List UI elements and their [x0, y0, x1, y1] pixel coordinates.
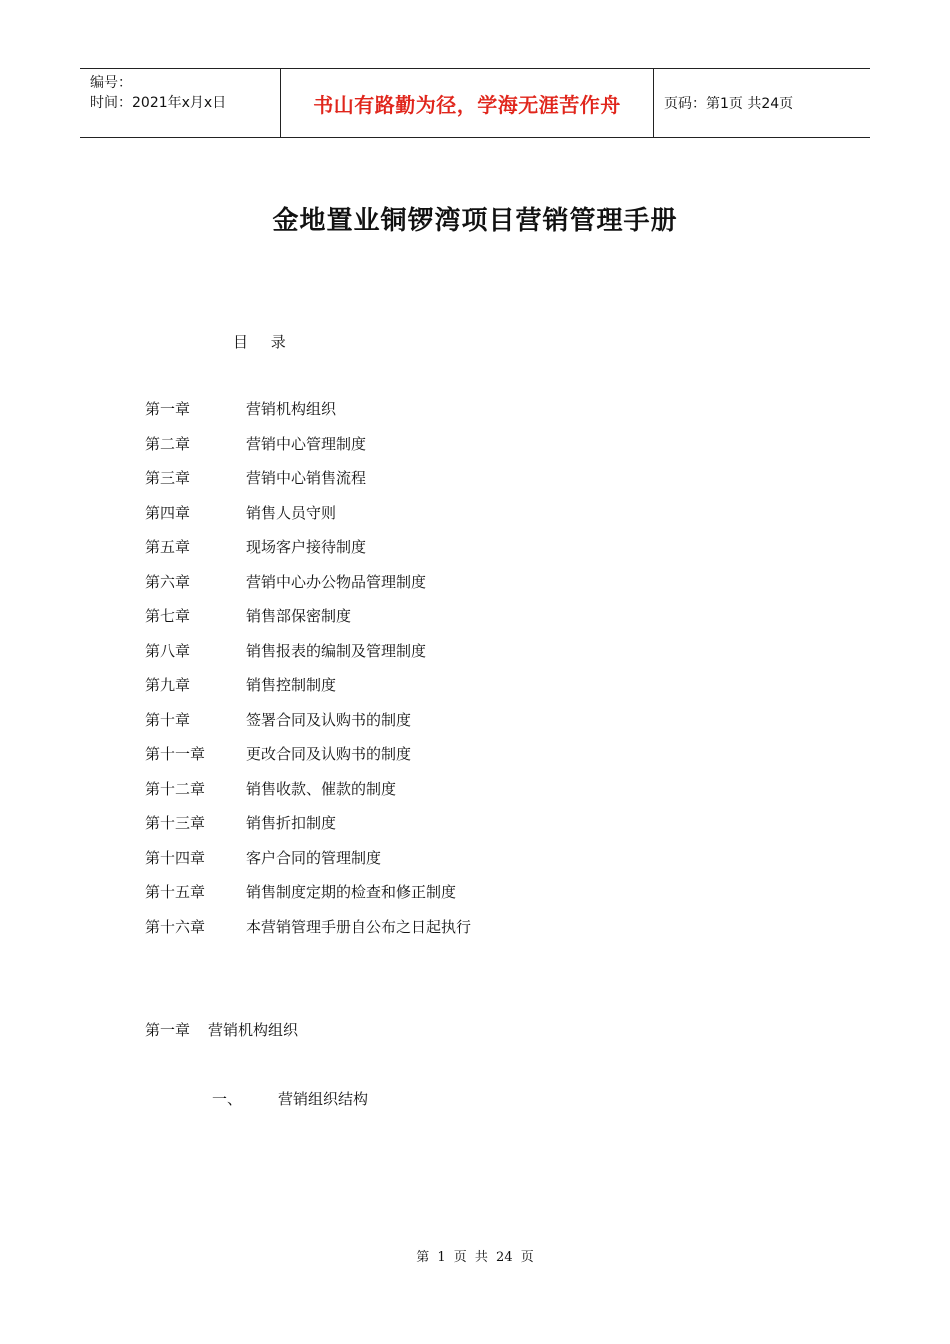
toc-heading: 目 录: [233, 333, 286, 351]
header-page-info: 页码：第1页 共24页: [664, 96, 794, 112]
toc-item[interactable]: [145, 397, 471, 432]
subsection-number: 一、: [212, 1090, 243, 1108]
toc-chapter: 第二章: [145, 434, 191, 453]
header-meta: [80, 69, 281, 137]
toc-name: 销售控制制度: [246, 676, 337, 694]
toc-item[interactable]: [145, 639, 471, 674]
toc-name: 销售报表的编制及管理制度: [246, 641, 427, 660]
number-label: 编号：: [90, 75, 132, 91]
toc-item[interactable]: [145, 742, 471, 777]
toc-chapter: 第十三章: [145, 814, 206, 832]
subsection-heading: [212, 1088, 368, 1109]
toc-name: 现场客户接待制度: [246, 538, 367, 556]
toc-name: 客户合同的管理制度: [246, 848, 382, 867]
toc-item[interactable]: [145, 915, 471, 950]
toc-item[interactable]: [145, 570, 471, 605]
toc-chapter: 第十五章: [145, 883, 206, 901]
toc-chapter: 第十四章: [145, 848, 206, 867]
toc-chapter: 第十章: [145, 710, 191, 729]
toc-chapter: 第十六章: [145, 917, 206, 936]
document-title: 金地置业铜锣湾项目营销管理手册: [272, 206, 678, 236]
page-footer: 第 1 页 共 24 页: [416, 1250, 534, 1265]
toc-chapter: 第九章: [145, 676, 191, 694]
section-chapter: 第一章: [145, 1021, 191, 1039]
toc-item[interactable]: [145, 466, 471, 501]
toc-item[interactable]: [145, 501, 471, 536]
toc-chapter: 第六章: [145, 572, 191, 591]
toc-name: 销售人员守则: [246, 503, 337, 522]
toc-item[interactable]: [145, 777, 471, 812]
toc-name: 销售收款、催款的制度: [246, 779, 397, 798]
toc-name: 销售制度定期的检查和修正制度: [246, 883, 457, 901]
section-name: 营销机构组织: [208, 1021, 299, 1039]
toc-name: 本营销管理手册自公布之日起执行: [246, 917, 472, 936]
toc-name: 销售折扣制度: [246, 814, 337, 832]
time-label: 时间：2021年x月x日: [90, 95, 227, 111]
toc-name: 更改合同及认购书的制度: [246, 745, 412, 763]
toc-item[interactable]: [145, 432, 471, 467]
toc-item[interactable]: [145, 673, 471, 708]
toc-name: 营销中心管理制度: [246, 434, 367, 453]
toc-chapter: 第五章: [145, 538, 191, 556]
toc-chapter: 第一章: [145, 400, 191, 418]
toc-item[interactable]: [145, 604, 471, 639]
toc-name: 营销中心办公物品管理制度: [246, 572, 427, 591]
toc-chapter: 第十一章: [145, 745, 206, 763]
table-of-contents: [145, 397, 471, 949]
section-heading: [145, 1019, 298, 1040]
toc-chapter: 第八章: [145, 641, 191, 660]
toc-name: 营销机构组织: [246, 400, 337, 418]
toc-chapter: 第七章: [145, 607, 191, 625]
toc-item[interactable]: [145, 708, 471, 743]
toc-item[interactable]: [145, 846, 471, 881]
toc-item[interactable]: [145, 535, 471, 570]
toc-chapter: 第四章: [145, 503, 191, 522]
toc-chapter: 第三章: [145, 469, 191, 487]
toc-chapter: 第十二章: [145, 779, 206, 798]
subsection-name: 营销组织结构: [278, 1090, 369, 1108]
toc-name: 营销中心销售流程: [246, 469, 367, 487]
header-motto: 书山有路勤为径，学海无涯苦作舟: [281, 69, 654, 137]
toc-name: 销售部保密制度: [246, 607, 352, 625]
toc-name: 签署合同及认购书的制度: [246, 710, 412, 729]
toc-item[interactable]: [145, 880, 471, 915]
toc-item[interactable]: [145, 811, 471, 846]
header-table: [80, 68, 870, 138]
